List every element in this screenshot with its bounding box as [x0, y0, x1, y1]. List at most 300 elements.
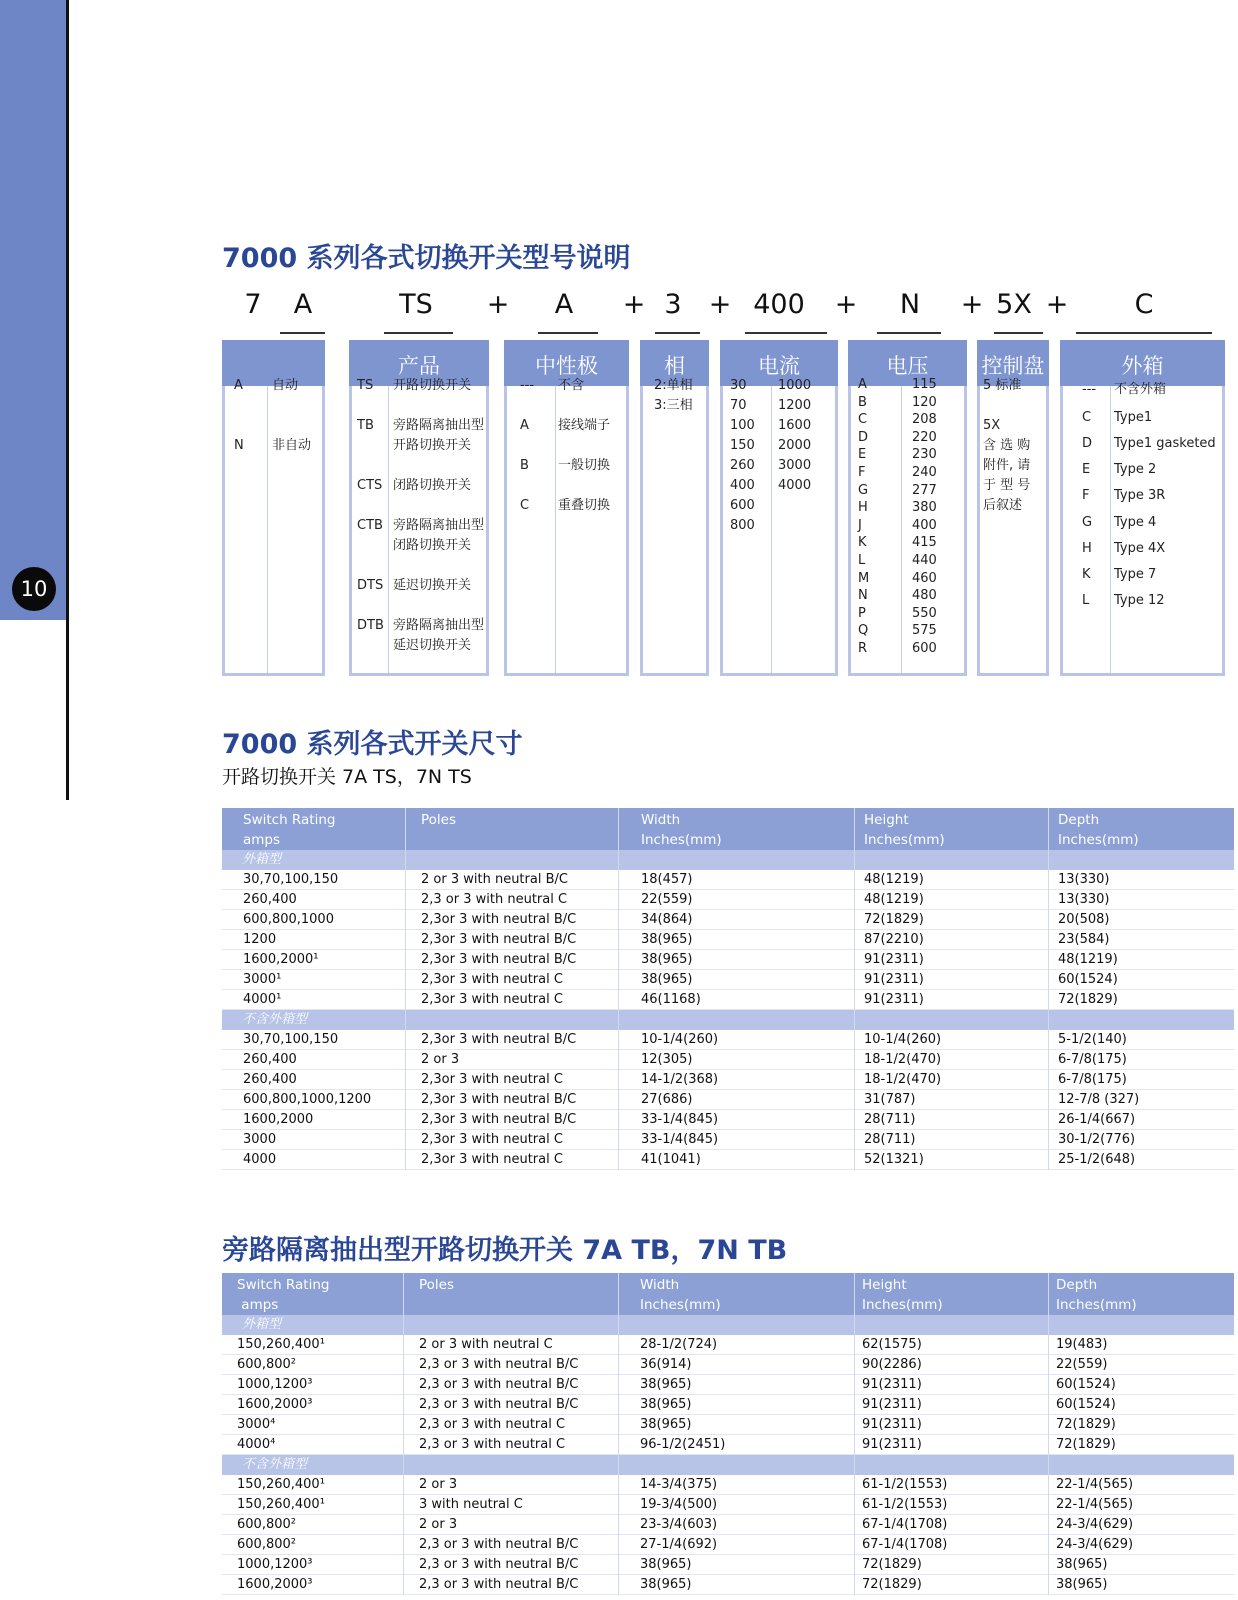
- table-cell: 28(711): [864, 1112, 916, 1127]
- table-cell: 72(1829): [862, 1557, 922, 1572]
- table-cell: 3000⁴: [237, 1417, 276, 1432]
- table-cell: 150,260,400¹: [237, 1337, 325, 1352]
- model-box-text: Q: [858, 623, 869, 639]
- model-box-text: 旁路隔离抽出型: [393, 418, 485, 433]
- model-box: [222, 340, 325, 676]
- table-cell: 38(965): [640, 1377, 692, 1392]
- table-row: [222, 990, 1234, 1010]
- table-header-cell: Switch Rating amps: [237, 1277, 330, 1313]
- model-box-text: L: [1082, 593, 1090, 608]
- table-cell: 4000: [243, 1152, 277, 1167]
- model-box-text: A: [858, 377, 867, 392]
- table-cell: 67-1/4(1708): [862, 1517, 948, 1532]
- table-group-label: 不含外箱型: [242, 1012, 308, 1027]
- model-box-text: 100: [730, 418, 755, 433]
- table-row: [222, 970, 1234, 990]
- table-cell: 6-7/8(175): [1058, 1052, 1127, 1067]
- model-box-text: 重叠切换: [558, 498, 611, 513]
- model-code-underline: [877, 332, 941, 334]
- table-row: [222, 1090, 1234, 1110]
- table-header-cell: Switch Rating amps: [243, 812, 336, 848]
- model-box-text: Type 7: [1114, 567, 1157, 582]
- table-cell: 38(965): [640, 1557, 692, 1572]
- table-cell: 18-1/2(470): [864, 1072, 942, 1087]
- table-cell: 25-1/2(648): [1058, 1152, 1136, 1167]
- table-cell: 96-1/2(2451): [640, 1437, 726, 1452]
- model-box-divider: [771, 386, 772, 673]
- table-cell: 2,3or 3 with neutral C: [421, 992, 563, 1007]
- table-cell: 91(2311): [862, 1397, 922, 1412]
- table-cell: 22-1/4(565): [1056, 1477, 1134, 1492]
- model-box-divider: [555, 386, 556, 673]
- model-box-text: 260: [730, 458, 755, 473]
- model-box-text: B: [858, 394, 867, 410]
- table-cell: 13(330): [1058, 892, 1110, 907]
- model-box-text: Type 2: [1114, 462, 1157, 477]
- model-box-text: ---: [1082, 382, 1097, 397]
- model-box-text: F: [858, 465, 866, 480]
- model-box-text: Type 4: [1114, 515, 1157, 530]
- table-cell: 62(1575): [862, 1337, 922, 1352]
- table-row: [222, 1355, 1234, 1375]
- model-box-text: M: [858, 570, 870, 586]
- table-cell: 38(965): [640, 1397, 692, 1412]
- table-cell: 4000¹: [243, 992, 282, 1007]
- table-row: [222, 870, 1234, 890]
- table-cell: 72(1829): [864, 912, 924, 927]
- model-code-underline: [384, 332, 453, 334]
- model-box-text: 208: [912, 412, 937, 428]
- table-cell: 19(483): [1056, 1337, 1108, 1352]
- model-box: [640, 340, 709, 676]
- model-box-text: CTB: [357, 518, 383, 533]
- model-box-header: 外箱: [1060, 340, 1225, 386]
- model-box-text: 4000: [778, 478, 812, 493]
- table-cell: 2,3or 3 with neutral B/C: [421, 1092, 577, 1107]
- model-box-text: 3:三相: [654, 398, 693, 413]
- model-box-text: 闭路切换开关: [393, 538, 472, 553]
- model-box-text: C: [520, 498, 530, 513]
- model-box-text: 415: [912, 535, 937, 551]
- model-box-text: 3000: [778, 458, 812, 473]
- table-cell: 22(559): [641, 892, 693, 907]
- table-row: [222, 1070, 1234, 1090]
- model-box-text: 后叙述: [983, 498, 1023, 513]
- model-code-underline: [994, 332, 1043, 334]
- model-code-part: TS: [399, 289, 433, 320]
- table-cell: 600,800²: [237, 1537, 296, 1552]
- table-cell: 48(1219): [1058, 952, 1118, 967]
- table-cell: 52(1321): [864, 1152, 924, 1167]
- table-cell: 3000¹: [243, 972, 282, 987]
- model-box-text: Type 4X: [1114, 541, 1166, 556]
- model-code-part: +: [622, 289, 646, 320]
- table-cell: 260,400: [243, 1072, 297, 1087]
- model-box-text: 220: [912, 429, 937, 445]
- table-column-divider: [1048, 1273, 1049, 1595]
- table-column-divider: [618, 808, 619, 1170]
- model-code-underline: [745, 332, 827, 334]
- table-cell: 18(457): [641, 872, 693, 887]
- table-cell: 22-1/4(565): [1056, 1497, 1134, 1512]
- table-row: [222, 1415, 1234, 1435]
- table-cell: 10-1/4(260): [641, 1032, 719, 1047]
- model-box-text: H: [858, 500, 868, 516]
- table-cell: 2 or 3: [419, 1477, 458, 1492]
- model-box-text: 800: [730, 518, 755, 533]
- table-header-cell: Width Inches(mm): [641, 812, 722, 848]
- table-cell: 2,3or 3 with neutral C: [421, 1132, 563, 1147]
- model-box-text: 开路切换开关: [393, 438, 472, 453]
- table-cell: 31(787): [864, 1092, 916, 1107]
- table-row: [222, 1435, 1234, 1455]
- table-header: [222, 808, 1234, 850]
- table-cell: 48(1219): [864, 892, 924, 907]
- model-code-underline: [538, 332, 598, 334]
- model-box-text: 旁路隔离抽出型: [393, 518, 485, 533]
- model-box-text: 230: [912, 447, 937, 463]
- table-cell: 2,3 or 3 with neutral B/C: [419, 1357, 579, 1372]
- table-row: [222, 930, 1234, 950]
- model-code-part: 7: [244, 289, 262, 320]
- model-box-text: 600: [912, 641, 937, 656]
- model-box-text: 附件, 请: [983, 458, 1031, 473]
- table-cell: 2,3 or 3 with neutral B/C: [419, 1557, 579, 1572]
- model-box-text: 1200: [778, 398, 812, 413]
- model-box-text: E: [1082, 462, 1091, 477]
- table-cell: 14-3/4(375): [640, 1477, 718, 1492]
- model-box-text: 1600: [778, 418, 812, 433]
- table-cell: 24-3/4(629): [1056, 1517, 1134, 1532]
- model-box-text: 5X: [983, 418, 1001, 433]
- model-code-underline: [655, 332, 700, 334]
- table-cell: 38(965): [640, 1417, 692, 1432]
- model-box-text: H: [1082, 541, 1092, 556]
- table-group-band: [222, 1455, 1234, 1475]
- table-cell: 18-1/2(470): [864, 1052, 942, 1067]
- model-box-text: 于 型 号: [983, 478, 1031, 493]
- table-cell: 2,3or 3 with neutral C: [421, 972, 563, 987]
- model-box-text: ---: [520, 378, 535, 393]
- model-box-text: 2:单相: [654, 378, 693, 393]
- model-box-text: 2000: [778, 438, 812, 453]
- table-cell: 2,3 or 3 with neutral C: [419, 1437, 566, 1452]
- model-box-text: TB: [357, 418, 374, 433]
- table-cell: 3 with neutral C: [419, 1497, 523, 1512]
- table-row: [222, 890, 1234, 910]
- model-box-text: A: [520, 418, 529, 433]
- model-box-text: J: [858, 517, 862, 533]
- table-cell: 2,3or 3 with neutral B/C: [421, 932, 577, 947]
- table-cell: 30,70,100,150: [243, 872, 339, 887]
- table-cell: 24-3/4(629): [1056, 1537, 1134, 1552]
- table-row: [222, 1110, 1234, 1130]
- model-code-part: +: [1045, 289, 1069, 320]
- table-cell: 60(1524): [1058, 972, 1118, 987]
- model-box-text: 460: [912, 570, 937, 586]
- table-cell: 72(1829): [862, 1577, 922, 1592]
- model-code-part: A: [554, 289, 574, 320]
- model-box-text: E: [858, 447, 867, 463]
- table-cell: 38(965): [640, 1577, 692, 1592]
- table-cell: 91(2311): [862, 1377, 922, 1392]
- table-cell: 72(1829): [1058, 992, 1118, 1007]
- table-cell: 2 or 3: [421, 1052, 460, 1067]
- table-cell: 87(2210): [864, 932, 924, 947]
- table-cell: 46(1168): [641, 992, 701, 1007]
- table-cell: 91(2311): [864, 952, 924, 967]
- model-box-text: 开路切换开关: [393, 378, 472, 393]
- table-cell: 1600,2000³: [237, 1397, 313, 1412]
- table-row: [222, 1495, 1234, 1515]
- table-row: [222, 1395, 1234, 1415]
- table-header-cell: Height Inches(mm): [864, 812, 945, 848]
- model-box-text: 277: [912, 482, 937, 498]
- model-box-text: 非自动: [272, 438, 312, 453]
- table-column-divider: [854, 1273, 855, 1595]
- model-box: [977, 340, 1049, 676]
- table-cell: 12-7/8 (327): [1058, 1092, 1140, 1107]
- model-box-divider: [388, 386, 389, 673]
- model-box-text: 440: [912, 553, 937, 568]
- model-box-text: C: [1082, 410, 1092, 425]
- model-code-part: C: [1134, 289, 1154, 320]
- table-cell: 13(330): [1058, 872, 1110, 887]
- table-cell: 2,3 or 3 with neutral B/C: [419, 1537, 579, 1552]
- table-column-divider: [1048, 808, 1049, 1170]
- model-box-text: R: [858, 641, 868, 656]
- table-cell: 1600,2000¹: [243, 952, 319, 967]
- table-row: [222, 1030, 1234, 1050]
- model-box-text: 115: [912, 377, 937, 392]
- table-cell: 3000: [243, 1132, 277, 1147]
- model-box-text: 480: [912, 588, 937, 604]
- model-code-part: 400: [753, 289, 805, 320]
- table-cell: 90(2286): [862, 1357, 922, 1372]
- table-cell: 23(584): [1058, 932, 1110, 947]
- model-box-text: DTS: [357, 578, 384, 593]
- table-group-label: 外箱型: [242, 852, 282, 867]
- model-box-text: 旁路隔离抽出型: [393, 618, 485, 633]
- model-box-text: 不含外箱: [1114, 382, 1167, 397]
- table-cell: 600,800²: [237, 1357, 296, 1372]
- table-cell: 23-3/4(603): [640, 1517, 718, 1532]
- model-box-divider: [267, 386, 268, 673]
- table-cell: 14-1/2(368): [641, 1072, 719, 1087]
- table-cell: 1600,2000: [243, 1112, 314, 1127]
- table-header-cell: Height Inches(mm): [862, 1277, 943, 1313]
- table-row: [222, 1515, 1234, 1535]
- model-box-header: 电流: [720, 340, 838, 386]
- table-cell: 4000⁴: [237, 1437, 276, 1452]
- table-cell: 600,800²: [237, 1517, 296, 1532]
- table-cell: 2,3or 3 with neutral C: [421, 1072, 563, 1087]
- table-group-label: 不含外箱型: [242, 1457, 308, 1472]
- table-cell: 2,3or 3 with neutral C: [421, 1152, 563, 1167]
- model-box-text: 380: [912, 500, 937, 516]
- model-box: [349, 340, 489, 676]
- table-cell: 38(965): [1056, 1557, 1108, 1572]
- table-cell: 30-1/2(776): [1058, 1132, 1136, 1147]
- table-cell: 26-1/4(667): [1058, 1112, 1136, 1127]
- table-cell: 20(508): [1058, 912, 1110, 927]
- model-box-text: D: [1082, 436, 1093, 451]
- table-row: [222, 1535, 1234, 1555]
- model-box-text: 30: [730, 378, 747, 393]
- model-box-text: F: [1082, 488, 1090, 503]
- table-cell: 600,800,1000: [243, 912, 334, 927]
- table-cell: 2 or 3 with neutral B/C: [421, 872, 568, 887]
- model-box-text: L: [858, 553, 866, 568]
- table-row: [222, 910, 1234, 930]
- model-box-text: 不含: [558, 378, 585, 393]
- table-cell: 2,3 or 3 with neutral B/C: [419, 1377, 579, 1392]
- model-box-text: 闭路切换开关: [393, 478, 472, 493]
- model-box-text: 接线端子: [558, 418, 611, 433]
- table-cell: 91(2311): [864, 972, 924, 987]
- table-cell: 12(305): [641, 1052, 693, 1067]
- table-cell: 2 or 3: [419, 1517, 458, 1532]
- model-box-divider: [901, 386, 902, 673]
- table-group-band: [222, 1010, 1234, 1030]
- table-group-band: [222, 1315, 1234, 1335]
- model-box-text: 一般切换: [558, 458, 611, 473]
- table-cell: 6-7/8(175): [1058, 1072, 1127, 1087]
- table-cell: 27(686): [641, 1092, 693, 1107]
- model-box-text: TS: [357, 378, 374, 393]
- model-box: [1060, 340, 1225, 676]
- table-cell: 28(711): [864, 1132, 916, 1147]
- model-code-part: +: [486, 289, 510, 320]
- table-header-cell: Depth Inches(mm): [1056, 1277, 1137, 1313]
- model-code-underline: [280, 332, 325, 334]
- table-row: [222, 1555, 1234, 1575]
- model-box-text: G: [1082, 515, 1093, 530]
- table-cell: 33-1/4(845): [641, 1132, 719, 1147]
- model-box-divider: [1110, 386, 1111, 673]
- margin-rule: [66, 0, 69, 800]
- side-bar: [0, 0, 67, 620]
- model-box-text: 550: [912, 605, 937, 621]
- table-header-cell: Width Inches(mm): [640, 1277, 721, 1313]
- model-box-text: 120: [912, 394, 937, 410]
- table-cell: 150,260,400¹: [237, 1497, 325, 1512]
- table-row: [222, 1150, 1234, 1170]
- table-cell: 72(1829): [1056, 1437, 1116, 1452]
- model-box-text: 600: [730, 498, 755, 513]
- table-cell: 38(965): [1056, 1577, 1108, 1592]
- table-row: [222, 950, 1234, 970]
- table-cell: 2,3 or 3 with neutral C: [421, 892, 568, 907]
- table-cell: 38(965): [641, 932, 693, 947]
- model-box-text: 1000: [778, 378, 812, 393]
- table-header-cell: Poles: [419, 1277, 455, 1293]
- table-cell: 91(2311): [862, 1437, 922, 1452]
- model-code-part: A: [293, 289, 313, 320]
- table-column-divider: [618, 1273, 619, 1595]
- table-cell: 28-1/2(724): [640, 1337, 718, 1352]
- table-row: [222, 1050, 1234, 1070]
- table-cell: 22(559): [1056, 1357, 1108, 1372]
- table-cell: 36(914): [640, 1357, 692, 1372]
- model-box-text: 240: [912, 465, 937, 480]
- table-cell: 5-1/2(140): [1058, 1032, 1127, 1047]
- model-box-text: 575: [912, 623, 937, 639]
- dimension-section-title: 7000 系列各式开关尺寸: [222, 729, 523, 760]
- model-code-part: +: [708, 289, 732, 320]
- table-cell: 150,260,400¹: [237, 1477, 325, 1492]
- table-cell: 2,3or 3 with neutral B/C: [421, 912, 577, 927]
- model-box-text: 70: [730, 398, 747, 413]
- table-cell: 30,70,100,150: [243, 1032, 339, 1047]
- table-cell: 2,3 or 3 with neutral C: [419, 1417, 566, 1432]
- model-box-text: C: [858, 412, 868, 428]
- table-cell: 38(965): [641, 952, 693, 967]
- table-cell: 260,400: [243, 892, 297, 907]
- model-box-header: 产品: [349, 340, 489, 386]
- model-code-part: 3: [664, 289, 682, 320]
- model-box-text: Type1: [1114, 410, 1153, 425]
- table-cell: 34(864): [641, 912, 693, 927]
- table-cell: 2,3 or 3 with neutral B/C: [419, 1577, 579, 1592]
- table-cell: 600,800,1000,1200: [243, 1092, 372, 1107]
- table-group-label: 外箱型: [242, 1317, 282, 1332]
- table-cell: 2 or 3 with neutral C: [419, 1337, 553, 1352]
- model-box-text: 自动: [272, 378, 299, 393]
- model-box: [720, 340, 838, 676]
- model-box-text: G: [858, 482, 869, 498]
- model-code-part: N: [899, 289, 921, 320]
- table-cell: 61-1/2(1553): [862, 1497, 948, 1512]
- model-section-title: 7000 系列各式切换开关型号说明: [222, 243, 631, 274]
- table-cell: 2,3or 3 with neutral B/C: [421, 1112, 577, 1127]
- model-box-header: 电压: [848, 340, 967, 386]
- table-cell: 61-1/2(1553): [862, 1477, 948, 1492]
- table-header: [222, 1273, 1234, 1315]
- table-cell: 60(1524): [1056, 1377, 1116, 1392]
- table-cell: 1000,1200³: [237, 1557, 313, 1572]
- table-cell: 10-1/4(260): [864, 1032, 942, 1047]
- table-cell: 1000,1200³: [237, 1377, 313, 1392]
- model-box-text: 延迟切换开关: [393, 578, 472, 593]
- table-header-cell: Poles: [421, 812, 457, 828]
- model-box-text: 延迟切换开关: [393, 638, 472, 653]
- model-box-text: B: [520, 458, 529, 473]
- table-cell: 48(1219): [864, 872, 924, 887]
- model-code-part: 5X: [996, 289, 1032, 320]
- model-box-text: A: [234, 378, 243, 393]
- model-box-text: D: [858, 429, 869, 445]
- table-row: [222, 1375, 1234, 1395]
- model-box-text: Type 12: [1114, 593, 1165, 608]
- table-header-cell: Depth Inches(mm): [1058, 812, 1139, 848]
- table-cell: 1200: [243, 932, 277, 947]
- model-box-text: 含 选 购: [983, 438, 1031, 453]
- table-cell: 67-1/4(1708): [862, 1537, 948, 1552]
- table-column-divider: [405, 808, 406, 1170]
- model-box-text: P: [858, 605, 866, 621]
- model-box-text: 400: [730, 478, 755, 493]
- table-cell: 41(1041): [641, 1152, 701, 1167]
- table-row: [222, 1575, 1234, 1595]
- table-cell: 91(2311): [862, 1417, 922, 1432]
- model-box-text: Type1 gasketed: [1114, 436, 1216, 451]
- table-cell: 60(1524): [1056, 1397, 1116, 1412]
- tb-section-title: 旁路隔离抽出型开路切换开关 7A TB，7N TB: [222, 1235, 788, 1266]
- model-box-text: K: [858, 535, 867, 551]
- model-box-text: 400: [912, 517, 937, 533]
- model-box-text: N: [858, 588, 868, 604]
